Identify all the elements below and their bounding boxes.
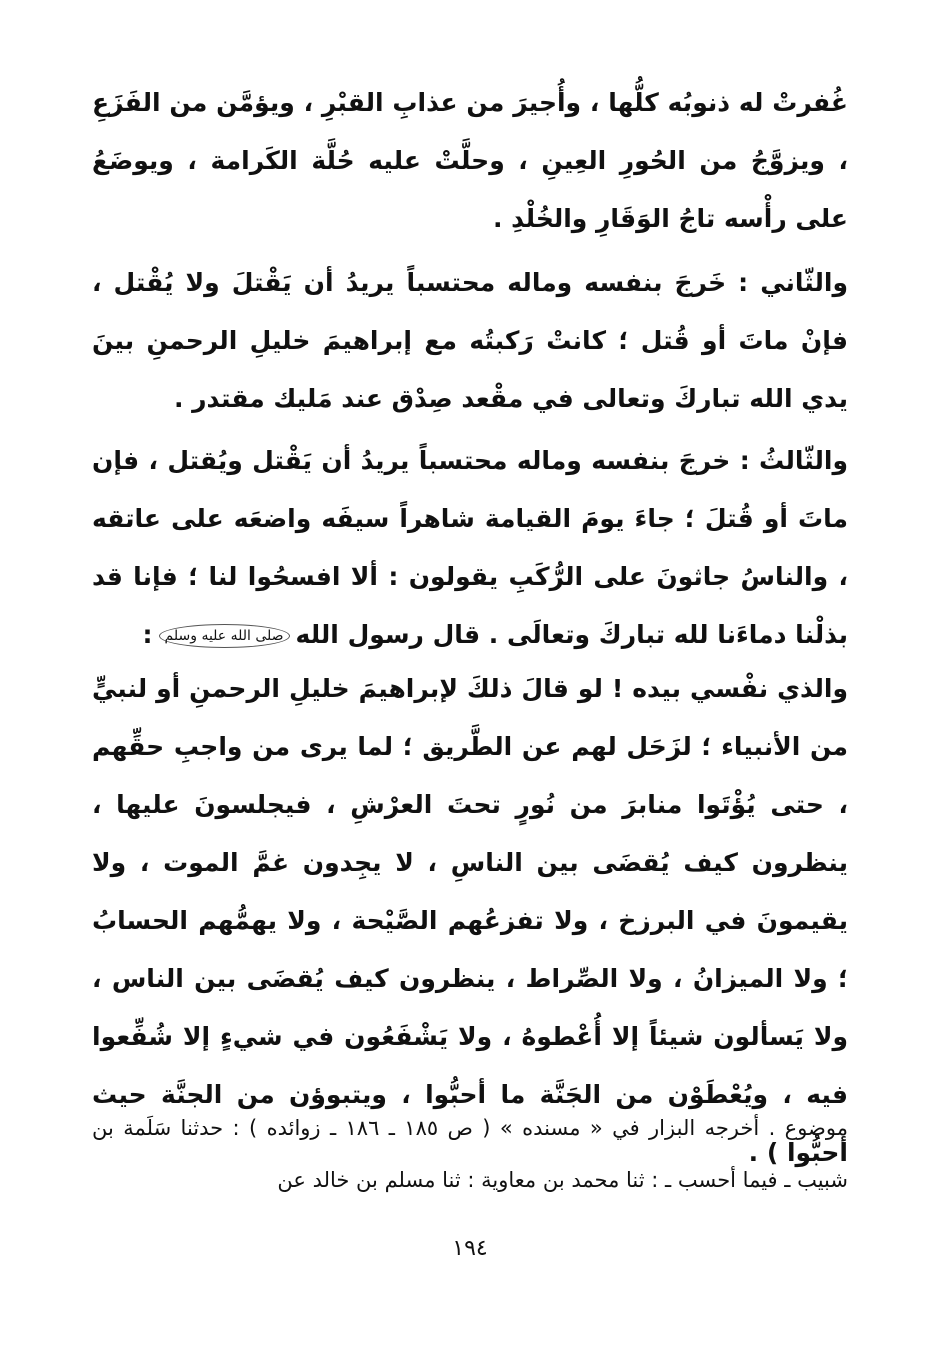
paragraph-3-text: والثّالثُ : خرجَ بنفسه وماله محتسباً يريدُ أن يَقْتل ويُقتل ، فإن ماتَ أو قُتلَ ؛ جاءَ يومَ القيامة شاهراً سيفَه واضعَه على عاتقه ، والناسُ جاثونَ على الرُّكَبِ يقولون : ألا افسحُوا لنا ؛ فإنا قد بذلْنا دماءَنا لله تباركَ وتعالَى . قال رسول الله [92,446,848,649]
page-number: ١٩٤ [452,1236,488,1261]
paragraph-3 [92,432,848,664]
paragraph-3-end: : [142,620,153,649]
paragraph-4: والذي نفْسي بيده ! لو قالَ ذلكَ لإبراهيمَ خليلِ الرحمنِ أو لنبيٍّ من الأنبياء ؛ لزَحَل لهم عن الطَّريق ؛ لما يرى من واجبِ حقِّهم ، حتى يُؤْتَوا منابرَ من نُورٍ تحتَ العرْشِ ، فيجلسونَ عليها ، ينظرون كيف يُقضَى بين الناسِ ، لا يجِدون غمَّ الموت ، ولا يقيمونَ في البرزخ ، ولا تفزعُهم الصَّيْحة ، ولا يهمُّهم الحسابُ ؛ ولا الميزانُ ، ولا الصِّراط ، ينظرون كيف يُقضَى بين الناس ، ولا يَسألون شيئاً إلا أُعْطوهُ ، ولا يَشْفَعُون في شيءٍ إلا شُفِّعوا فيه ، ويُعْطَوْن من الجَنَّة ما أحبُّوا ، ويتبوؤن من الجنَّة حيث أحبُّوا ) . [92,674,848,1167]
paragraph-2: والثّاني : خَرجَ بنفسه وماله محتسباً يريدُ أن يَقْتلَ ولا يُقْتل ، فإنْ ماتَ أو قُتل ؛ كانتْ رَكبتُه مع إبراهيمَ خليلِ الرحمنِ بينَ يدي الله تباركَ وتعالى في مقْعد صِدْق عند مَليك مقتدر . [92,268,848,413]
paragraph-1: غُفرتْ له ذنوبُه كلُّها ، وأُجيرَ من عذابِ القبْرِ ، ويؤمَّن من الفَزَعِ ، ويزوَّجُ من الحُورِ العِينِ ، وحلَّتْ عليه حُلَّة الكَرامة ، ويوضَعُ على رأْسه تاجُ الوَقَارِ والخُلْدِ . [92,88,848,233]
footnote: موضوع . أخرجه البزار في « مسنده » ( ص ١٨٥ ـ ١٨٦ ـ زوائده ) : حدثنا سَلَمة بن شبيب ـ فيما أحسب ـ : ثنا محمد بن معاوية : ثنا مسلم بن خالد عن [92,1116,848,1192]
honorific-seal: صلى الله عليه وسلم [159,624,290,648]
